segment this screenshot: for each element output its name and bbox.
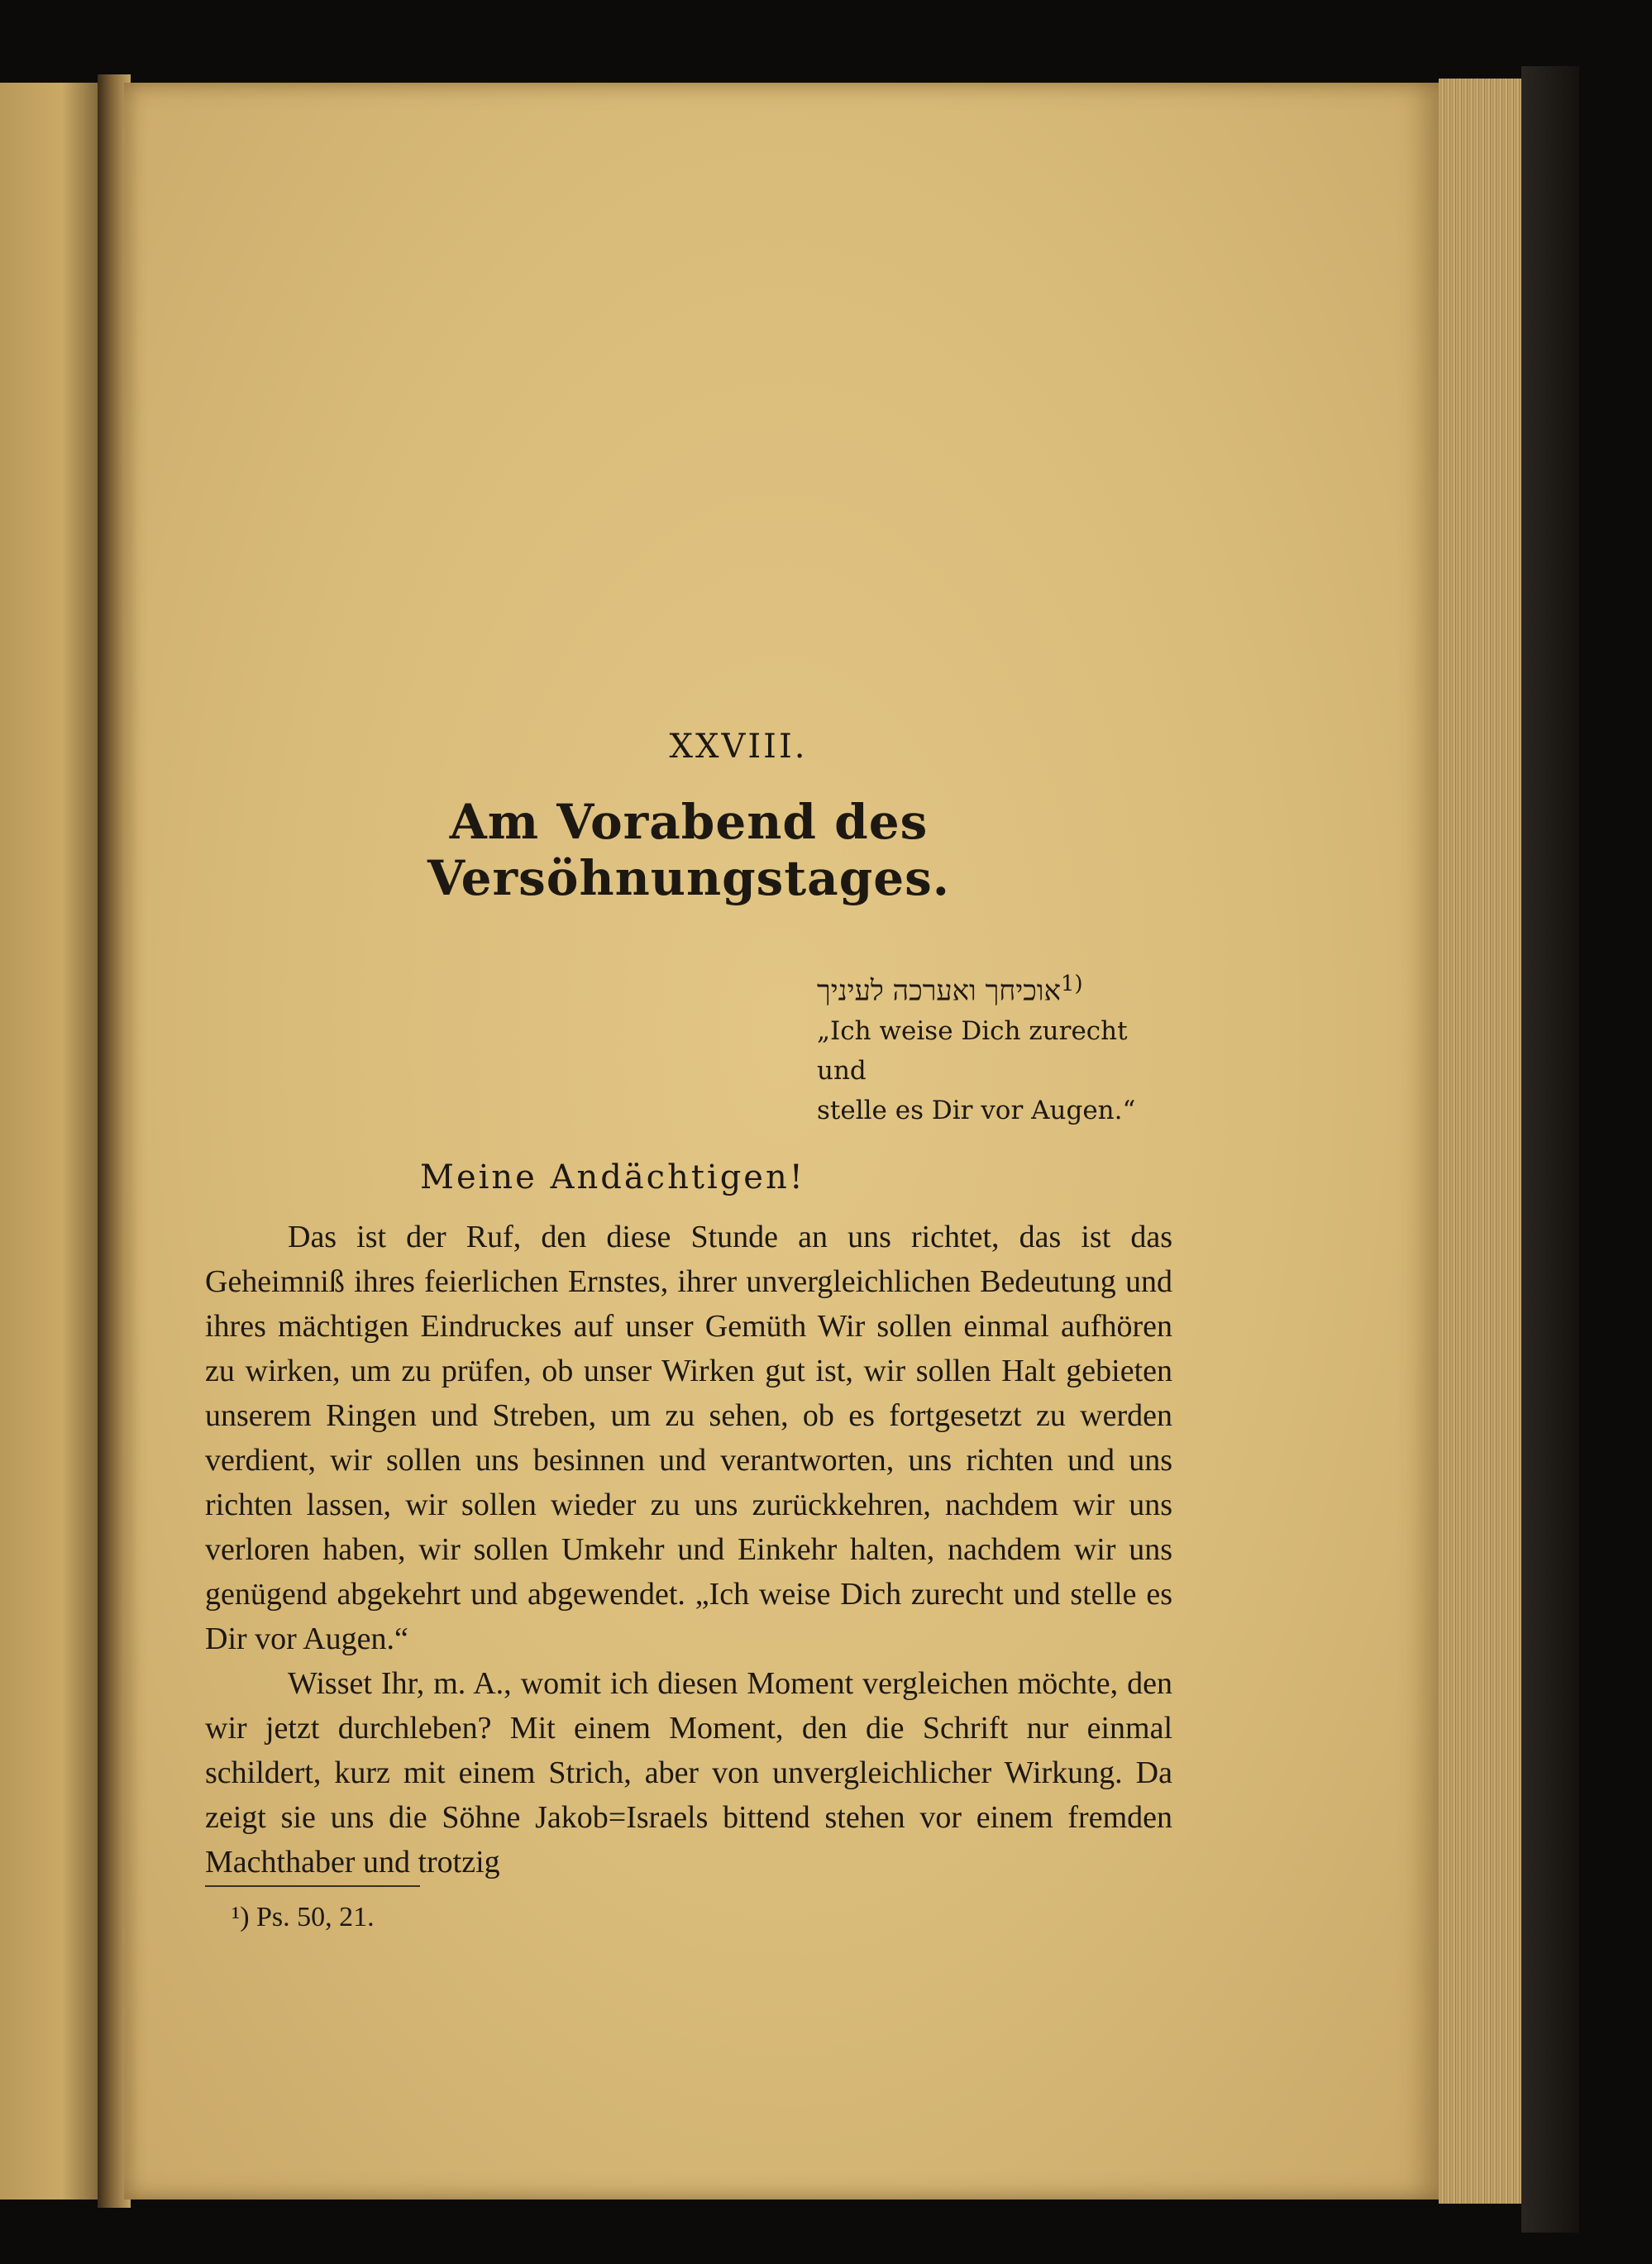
footnote: ¹) Ps. 50, 21. [232, 1902, 375, 1932]
epigraph-hebrew-line [817, 964, 1181, 1011]
page-content [205, 728, 1172, 1884]
book-cover-edge [1521, 66, 1579, 2233]
epigraph-line-1: „Ich weise Dich zurecht und [817, 1016, 1128, 1087]
footnote-rule [205, 1885, 420, 1887]
epigraph-note-ref: 1) [1061, 972, 1083, 996]
epigraph-hebrew: אוכיחך ואערכה לעיניך [817, 974, 1062, 1008]
chapter-title: Am Vorabend des Versöhnungstages. [427, 794, 951, 906]
paragraph-2: Wisset Ihr, m. A., womit ich diesen Moment vergleichen möchte, den wir jetzt durchleben? Mit einem Moment, den die Schrift nur einmal schildert, kurz mit einem Strich, aber von unvergleichlicher Wirkung. Da zeigt sie uns die Söhne Jakob=Israels bittend stehen vor einem fremden Machthaber und trotzig [205, 1666, 1172, 1880]
body-text [205, 1215, 1172, 1884]
page-edges [1439, 79, 1521, 2204]
left-facing-page [0, 83, 103, 2200]
chapter-number: XXVIII. [669, 728, 808, 766]
epigraph-line-2: stelle es Dir vor Augen.“ [817, 1096, 1136, 1126]
paragraph-1: Das ist der Ruf, den diese Stunde an uns richtet, das ist das Geheimniß ihres feierlichen Ernstes, ihrer unvergleichlichen Bedeutung und ihres mächtigen Eindruckes auf unser Gemüth Wir sollen einmal aufhören zu wirken, um zu prüfen, ob unser Wirken gut ist, wir sollen Halt gebieten unserem Ringen und Streben, um zu sehen, ob es fortgesetzt zu werden verdient, wir sollen uns besinnen und verantworten, uns richten und uns richten lassen, wir sollen wieder zu uns zurückkehren, nachdem wir uns verloren haben, wir sollen Umkehr und Einkehr halten, nachdem wir uns genügend abgekehrt und abgewendet. „Ich weise Dich zurecht und stelle es Dir vor Augen.“ [205, 1220, 1172, 1657]
salutation: Meine Andächtigen! [420, 1158, 805, 1197]
epigraph [817, 964, 1181, 1130]
